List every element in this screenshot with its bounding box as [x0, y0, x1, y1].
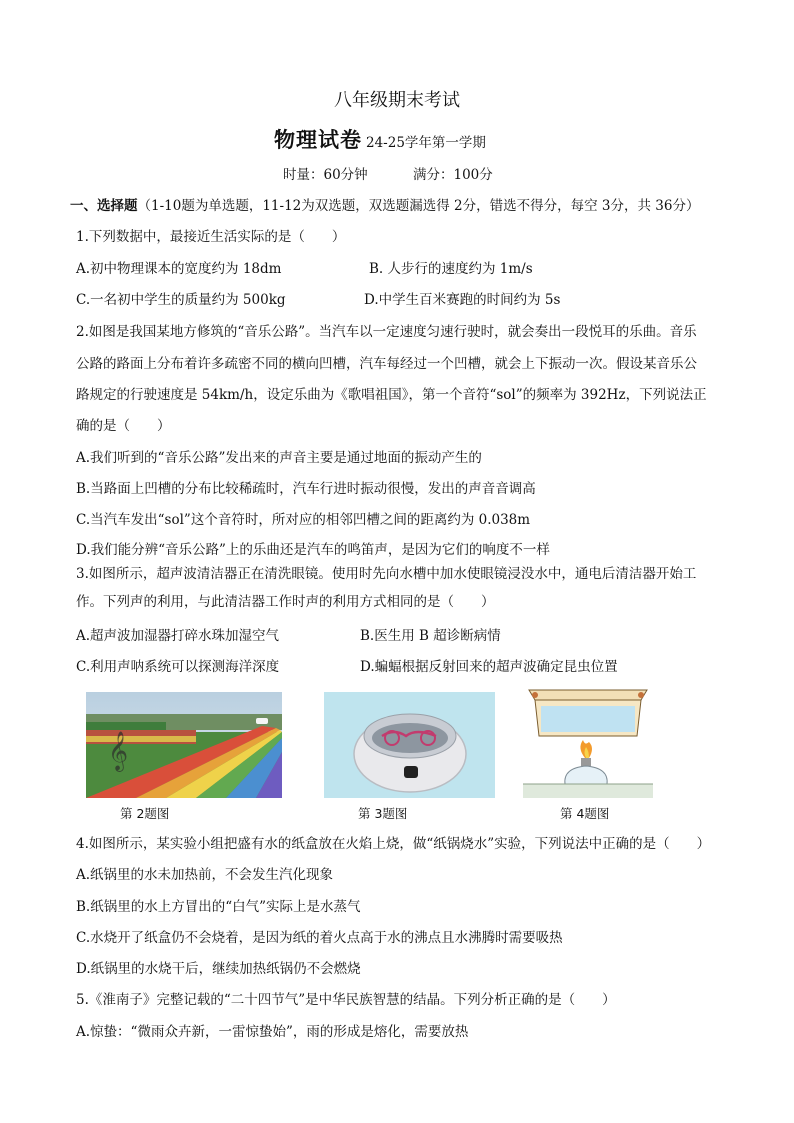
q4-option-b: B.纸锅里的水上方冒出的“白气”实际上是水蒸气	[76, 899, 361, 915]
q2-option-d: D.我们能分辨“音乐公路”上的乐曲还是汽车的鸣笛声，是因为它们的响度不一样	[76, 542, 550, 558]
q1-option-b: B. 人步行的速度约为 1m/s	[369, 261, 533, 277]
q3-stem-line1: 3.如图所示，超声波清洁器正在清洗眼镜。使用时先向水槽中加水使眼镜浸没水中，通电后清洁器开始工	[76, 566, 697, 582]
ultrasonic-cleaner-photo	[324, 692, 495, 798]
q2-stem-line3: 路规定的行驶速度是 54km/h，设定乐曲为《歌唱祖国》，第一个音符“sol”的频率为 392Hz，下列说法正	[76, 387, 707, 403]
q2-option-b: B.当路面上凹槽的分布比较稀疏时，汽车行进时振动很慢，发出的声音音调高	[76, 481, 536, 497]
q1-stem: 1.下列数据中，最接近生活实际的是（ ）	[76, 229, 346, 245]
q3-option-d: D.蝙蝠根据反射回来的超声波确定昆虫位置	[360, 659, 618, 675]
subject-title-line	[274, 124, 486, 154]
figure-2-caption: 第 2题图	[120, 806, 170, 821]
q2-stem-line4: 确的是（ ）	[76, 418, 171, 434]
q5-option-a: A.惊蛰：“微雨众卉新，一雷惊蛰始”，雨的形成是熔化，需要放热	[76, 1024, 469, 1040]
q2-option-a: A.我们听到的“音乐公路”发出来的声音主要是通过地面的振动产生的	[76, 450, 482, 466]
score-label: 满分：100分	[413, 167, 493, 183]
q4-option-c: C.水烧开了纸盒仍不会烧着，是因为纸的着火点高于水的沸点且水沸腾时需要吸热	[76, 930, 563, 946]
q2-stem-line2: 公路的路面上分布着许多疏密不同的横向凹槽，汽车每经过一个凹槽，就会上下振动一次。假设某音乐公	[76, 356, 697, 372]
q3-stem-line2: 作。下列声的利用，与此清洁器工作时声的利用方式相同的是（ ）	[76, 594, 495, 610]
q2-option-c: C.当汽车发出“sol”这个音符时，所对应的相邻凹槽之间的距离约为 0.038m	[76, 512, 531, 528]
subject-title: 物理试卷	[274, 127, 362, 152]
q1-option-c: C.一名初中学生的质量约为 500kg	[76, 292, 286, 308]
section-heading	[70, 197, 699, 215]
q3-option-b: B.医生用 B 超诊断病情	[360, 628, 501, 644]
q2-stem-line1: 2.如图是我国某地方修筑的“音乐公路”。当汽车以一定速度匀速行驶时，就会奏出一段悦耳的乐曲。音乐	[76, 324, 697, 340]
q4-option-d: D.纸锅里的水烧干后，继续加热纸锅仍不会燃烧	[76, 961, 361, 977]
q5-stem: 5.《淮南子》完整记载的“二十四节气”是中华民族智慧的结晶。下列分析正确的是（ ）	[76, 992, 616, 1008]
duration-label: 时量：60分钟	[283, 167, 368, 183]
figure-3-caption: 第 3题图	[358, 806, 408, 821]
term-label: 24-25学年第一学期	[366, 135, 486, 151]
svg-text:𝄞: 𝄞	[108, 731, 129, 771]
section-note: （1-10题为单选题，11-12为双选题，双选题漏选得 2分，错选不得分，每空 3分，共 36分）	[137, 198, 700, 214]
section-title: 一、选择题	[70, 198, 138, 214]
q1-option-d: D.中学生百米赛跑的时间约为 5s	[364, 292, 561, 308]
q3-option-a: A.超声波加湿器打碎水珠加湿空气	[76, 628, 280, 644]
q4-option-a: A.纸锅里的水未加热前，不会发生汽化现象	[76, 867, 334, 883]
figure-4-caption: 第 4题图	[560, 806, 610, 821]
exam-title: 八年级期末考试	[334, 90, 460, 111]
music-road-photo	[86, 692, 282, 798]
paper-pot-diagram	[523, 684, 653, 798]
q4-stem: 4.如图所示，某实验小组把盛有水的纸盒放在火焰上烧，做“纸锅烧水”实验，下列说法中正确的是（ ）	[76, 836, 711, 852]
q3-option-c: C.利用声呐系统可以探测海洋深度	[76, 659, 280, 675]
q1-option-a: A.初中物理课本的宽度约为 18dm	[76, 261, 282, 277]
